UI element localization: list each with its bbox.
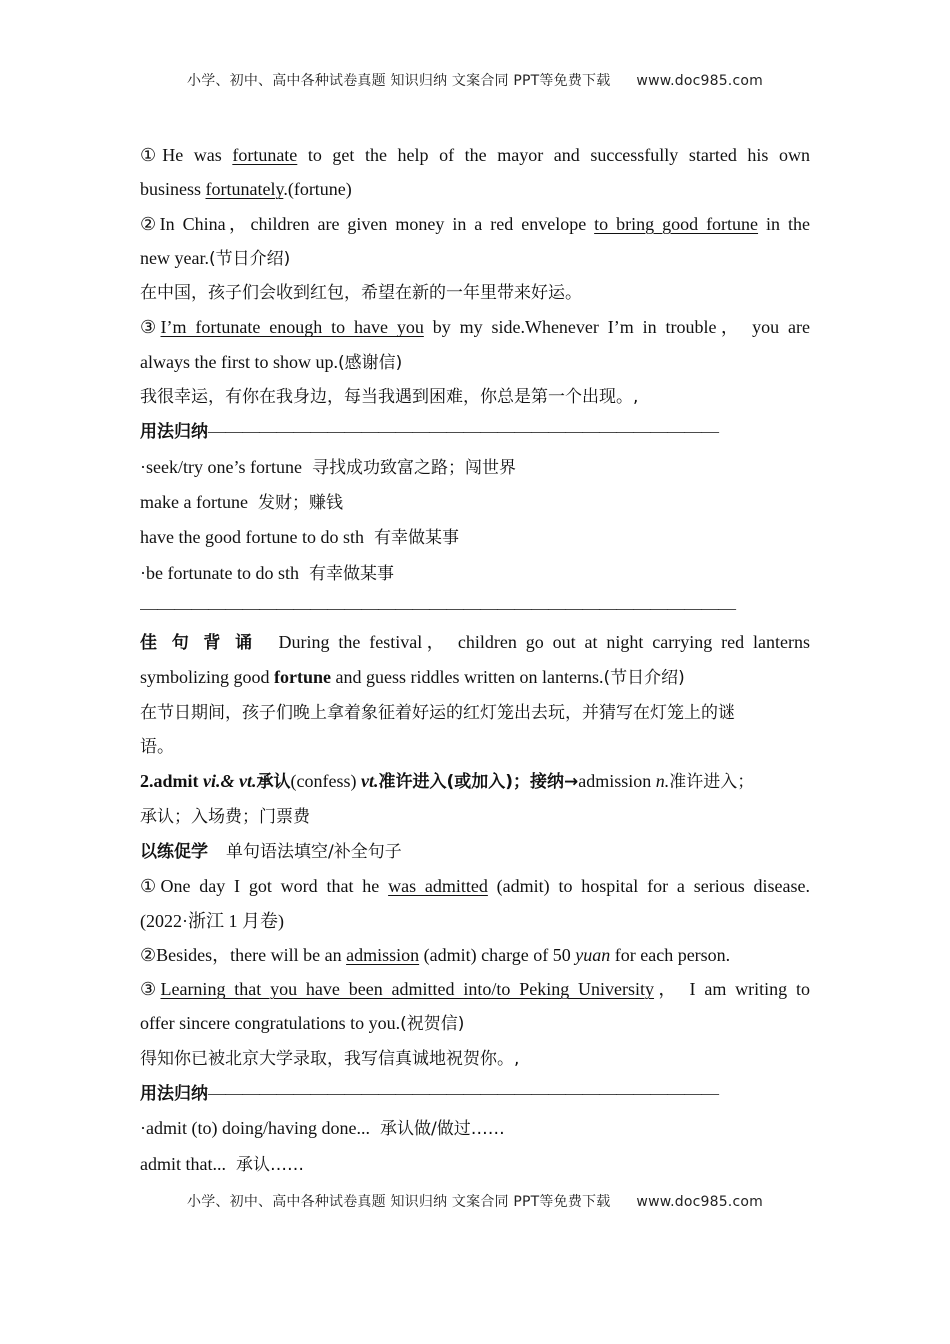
admit-entry-line-1: 2.admit vi.& vt.承认(confess) vt.准许进入(或加入)；接纳→admission n.准许进入；	[140, 771, 755, 793]
answer-fortunate: fortunate	[232, 145, 298, 165]
page-footer	[0, 1191, 950, 1211]
page-header	[0, 70, 950, 90]
fortune-example-3-line-1: ③I’m fortunate enough to have you by my side.Whenever I’m in trouble， you are	[140, 317, 810, 338]
admit-example-1-line-1: ①One day I got word that he was admitted (admit) to hospital for a serious disease.	[140, 876, 810, 897]
answer-was-admitted: was admitted	[388, 876, 488, 897]
fortune-usage-heading: 用法归纳——————————————————————————————	[140, 421, 718, 443]
header-text: 小学、初中、高中各种试卷真题 知识归纳 文案合同 PPT等免费下载	[187, 73, 611, 89]
tag-congrats-letter: (祝贺信)	[400, 1014, 465, 1035]
entry-word-admit: admit	[153, 771, 199, 792]
answer-fortunately: fortunately	[205, 179, 284, 200]
admit-usage-heading: 用法归纳——————————————————————————————	[140, 1083, 718, 1105]
fortune-example-1-line-2: business fortunately.(fortune)	[140, 179, 352, 200]
fortune-usage-item: make a fortune 发财；赚钱	[140, 491, 343, 513]
fortune-example-2-translation: 在中国，孩子们会收到红包，希望在新的一年里带来好运。	[140, 283, 582, 304]
fortune-example-1-line-1: ①He was fortunate to get the help of the mayor and successfully started his own	[140, 145, 810, 165]
model-sentence-line-1: 佳 句 背 诵 During the festival， children go out at night carrying red lanterns	[140, 632, 810, 654]
header-site-url[interactable]: www.doc985.com	[636, 73, 763, 89]
model-sentence-line-2: symbolizing good fortune and guess riddles written on lanterns.(节日介绍)	[140, 667, 685, 689]
tag-festival: (节日介绍)	[603, 668, 685, 689]
practice-heading: 以练促学 单句语法填空/补全句子	[140, 841, 402, 862]
tag-thanks-letter: (感谢信)	[337, 352, 403, 373]
fortune-usage-item: ·seek/try one’s fortune 寻找成功致富之路；闯世界	[140, 456, 516, 478]
tag-festival: (节日介绍)	[208, 248, 291, 269]
fortune-example-3-line-2: always the first to show up.(感谢信)	[140, 351, 403, 373]
answer-learning-admitted: Learning that you have been admitted into/to Peking University	[160, 979, 655, 1000]
model-sentence-translation-1: 在节日期间，孩子们晚上拿着象征着好运的红灯笼出去玩，并猜写在灯笼上的谜	[140, 702, 735, 723]
fortune-usage-item: ·be fortunate to do sth 有幸做某事	[140, 562, 394, 584]
answer-admission: admission	[346, 944, 420, 965]
answer-fortunate-enough: I’m fortunate enough to have you	[160, 317, 424, 338]
admit-example-2: ②Besides，there will be an admission (admit) charge of 50 yuan for each person.	[140, 944, 731, 965]
admit-example-3-line-1: ③Learning that you have been admitted into/to Peking University， I am writing to	[140, 979, 810, 1000]
fortune-example-2-line-2: new year.(节日介绍)	[140, 247, 291, 269]
admit-entry-line-2: 承认；入场费；门票费	[140, 806, 310, 827]
section-divider: ———————————————————————————————————	[140, 597, 735, 618]
admit-usage-item: ·admit (to) doing/having done... 承认做/做过……	[140, 1118, 505, 1140]
model-sentence-title: 佳 句 背 诵	[140, 633, 257, 654]
footer-site-url[interactable]: www.doc985.com	[636, 1194, 763, 1210]
answer-bring-good-fortune: to bring good fortune	[594, 213, 759, 234]
model-sentence-translation-2: 语。	[140, 737, 174, 758]
main-content	[140, 138, 810, 1182]
fortune-example-3-translation: 我很幸运，有你在我身边，每当我遇到困难，你总是第一个出现。,	[140, 387, 639, 408]
footer-text: 小学、初中、高中各种试卷真题 知识归纳 文案合同 PPT等免费下载	[187, 1194, 611, 1210]
admit-example-3-line-2: offer sincere congratulations to you.(祝贺信)	[140, 1013, 465, 1035]
admit-usage-item: admit that... 承认……	[140, 1153, 304, 1175]
admit-example-1-source: (2022·浙江 1 月卷)	[140, 910, 284, 931]
fortune-example-2-line-1: ②In China，children are given money in a red envelope to bring good fortune in the	[140, 213, 810, 234]
fortune-usage-item: have the good fortune to do sth 有幸做某事	[140, 527, 459, 549]
admit-example-3-translation: 得知你已被北京大学录取，我写信真诚地祝贺你。,	[140, 1048, 520, 1069]
